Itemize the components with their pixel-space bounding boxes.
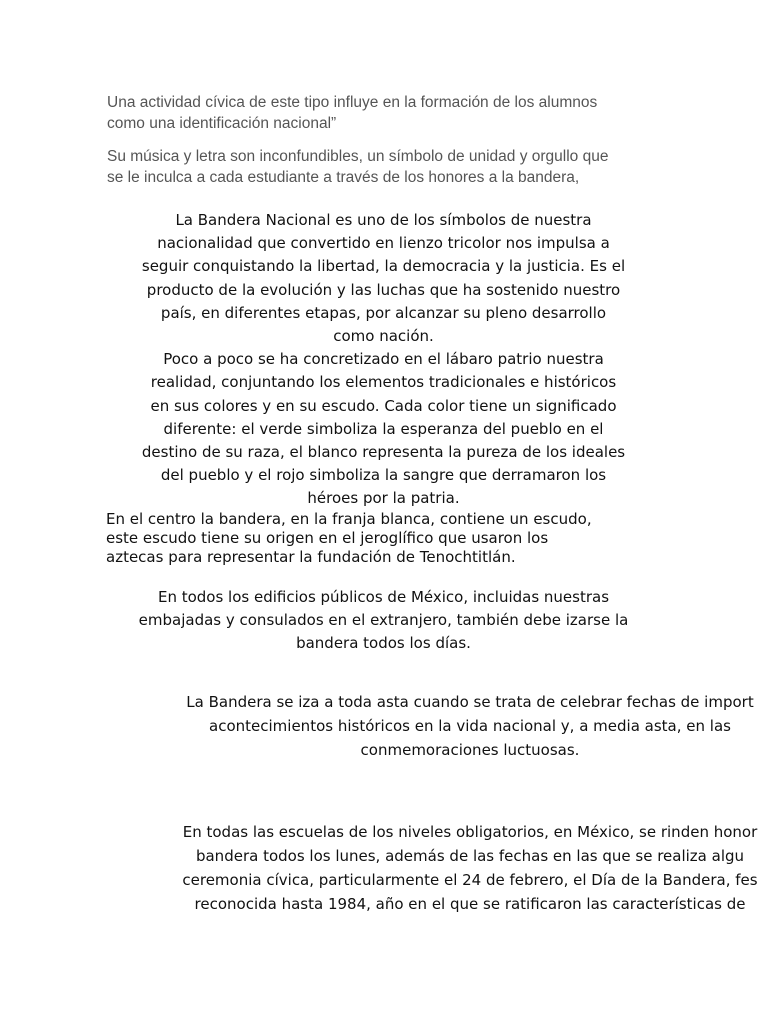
paragraph-escuelas bbox=[100, 820, 768, 916]
intro-paragraph-music-lyrics bbox=[107, 146, 608, 188]
text-line: Una actividad cívica de este tipo influye en la formación de los alumnos bbox=[107, 94, 598, 111]
text-line: Poco a poco se ha concretizado en el lábaro patrio nuestra bbox=[163, 350, 604, 369]
text-line: destino de su raza, el blanco representa la pureza de los ideales bbox=[141, 443, 626, 462]
text-line: embajadas y consulados en el extranjero, también debe izarse la bbox=[138, 611, 629, 629]
intro-paragraph-civic-activity bbox=[107, 92, 597, 134]
text-line: seguir conquistando la libertad, la democracia y la justicia. Es el bbox=[141, 257, 626, 276]
text-line: bandera todos los lunes, además de las fechas en las que se realiza algu bbox=[195, 847, 745, 865]
paragraph-bandera-nacional bbox=[100, 209, 667, 511]
text-line: acontecimientos históricos en la vida nacional y, a media asta, en las bbox=[209, 717, 731, 735]
paragraph-escudo bbox=[106, 510, 592, 567]
text-line: aztecas para representar la fundación de Tenochtitlán. bbox=[106, 548, 516, 566]
text-line: realidad, conjuntando los elementos tradicionales e históricos bbox=[150, 373, 617, 392]
text-line: nacionalidad que convertido en lienzo tricolor nos impulsa a bbox=[157, 234, 610, 253]
paragraph-edificios-publicos bbox=[100, 586, 667, 655]
paragraph-toda-asta bbox=[100, 690, 768, 762]
text-line: producto de la evolución y las luchas que ha sostenido nuestro bbox=[146, 280, 621, 299]
text-line: La Bandera se iza a toda asta cuando se trata de celebrar fechas de import bbox=[186, 693, 754, 711]
text-line: se le inculca a cada estudiante a través de los honores a la bandera, bbox=[107, 169, 580, 186]
text-line: La Bandera Nacional es uno de los símbolos de nuestra bbox=[175, 211, 592, 229]
text-line: ceremonia cívica, particularmente el 24 de febrero, el Día de la Bandera, fes bbox=[182, 871, 758, 889]
text-line: este escudo tiene su origen en el jeroglífico que usaron los bbox=[106, 529, 549, 547]
text-line: En todas las escuelas de los niveles obligatorios, en México, se rinden honor bbox=[182, 823, 758, 841]
text-line: del pueblo y el rojo simboliza la sangre que derramaron los bbox=[160, 466, 607, 485]
text-line: en sus colores y en su escudo. Cada color tiene un significado bbox=[150, 396, 617, 415]
text-line: Su música y letra son inconfundibles, un símbolo de unidad y orgullo que bbox=[107, 148, 609, 165]
text-line: país, en diferentes etapas, por alcanzar su pleno desarrollo bbox=[160, 303, 607, 322]
text-line: En el centro la bandera, en la franja blanca, contiene un escudo, bbox=[106, 510, 592, 528]
text-line: conmemoraciones luctuosas. bbox=[360, 741, 580, 759]
text-line: héroes por la patria. bbox=[307, 489, 460, 508]
text-line: En todos los edificios públicos de México, incluidas nuestras bbox=[157, 588, 610, 606]
text-line: diferente: el verde simboliza la esperanza del pueblo en el bbox=[163, 419, 604, 438]
text-line: bandera todos los días. bbox=[296, 634, 471, 652]
text-line: reconocida hasta 1984, año en el que se ratificaron las características de bbox=[194, 895, 746, 913]
text-line: como nación. bbox=[333, 327, 434, 346]
text-line: como una identificación nacional” bbox=[107, 115, 337, 132]
